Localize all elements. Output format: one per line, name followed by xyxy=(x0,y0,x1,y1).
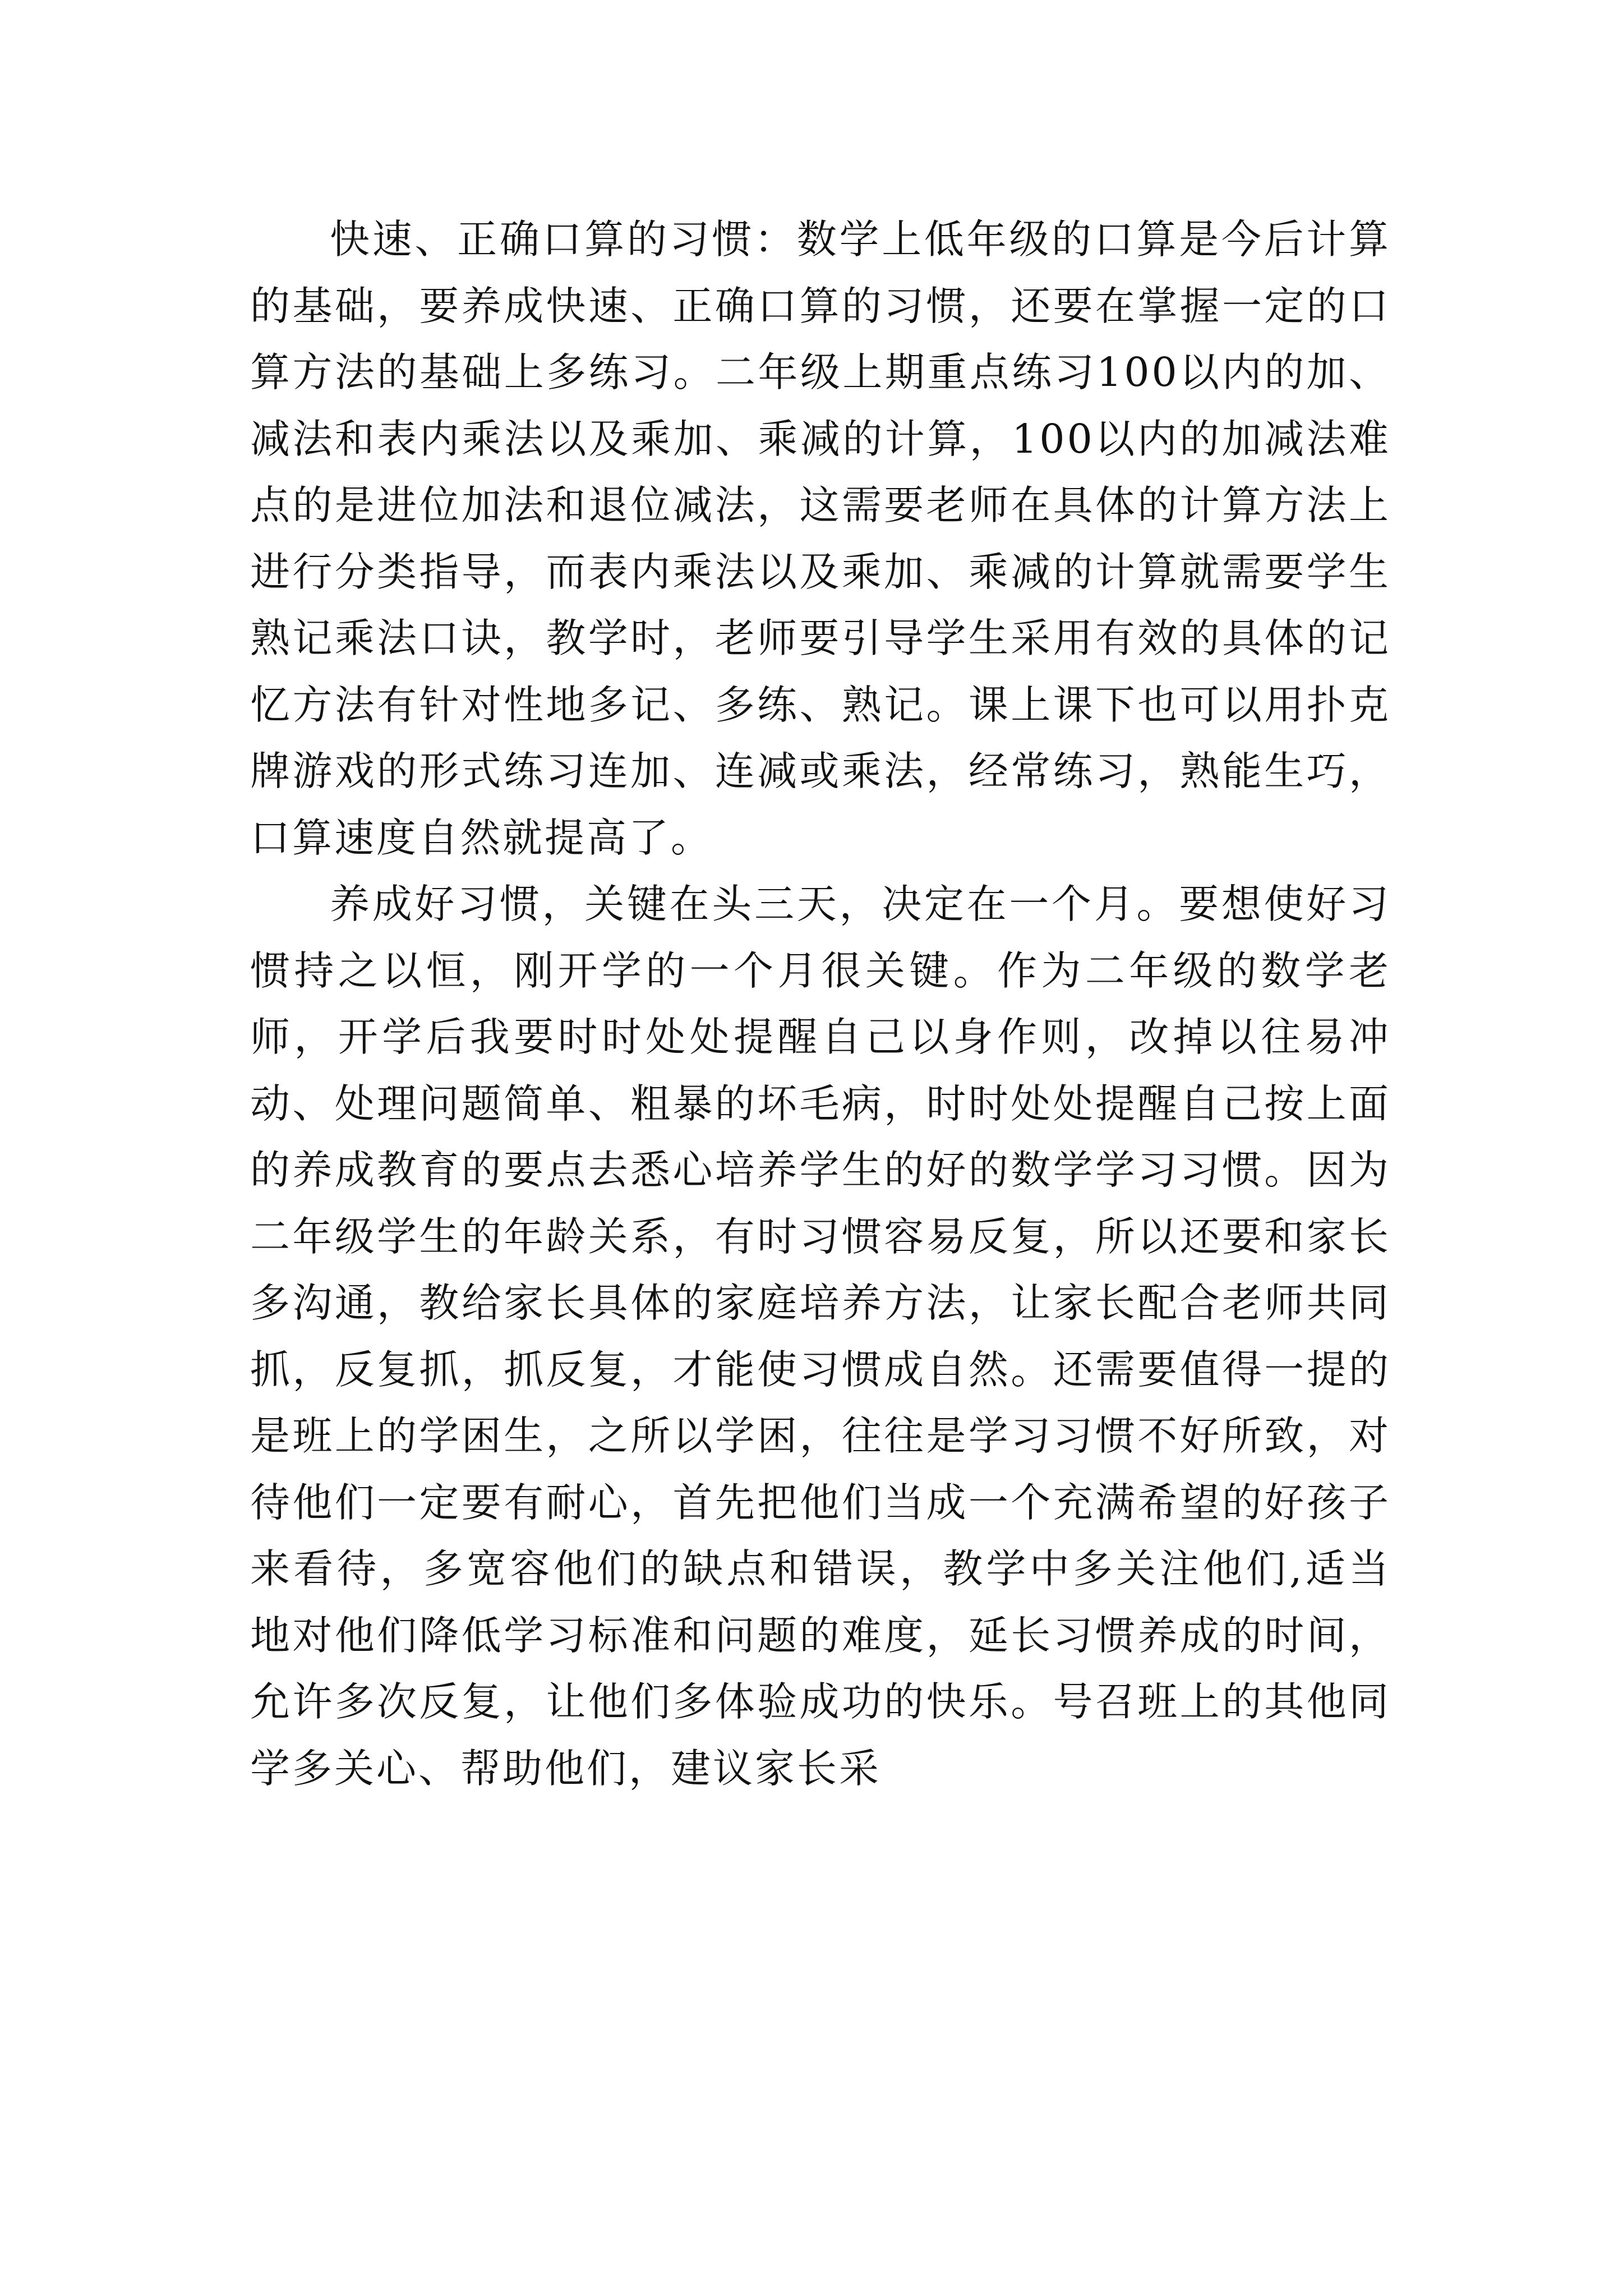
paragraph-oral-calculation-habit: 快速、正确口算的习惯：数学上低年级的口算是今后计算的基础，要养成快速、正确口算的习惯，还要在掌握一定的口算方法的基础上多练习。二年级上期重点练习100以内的加、减法和表内乘法以及乘加、乘减的计算，100以内的加减法难点的是进位加法和退位减法，这需要老师在具体的计算方法上进行分类指导，而表内乘法以及乘加、乘减的计算就需要学生熟记乘法口诀，教学时，老师要引导学生采用有效的具体的记忆方法有针对性地多记、多练、熟记。课上课下也可以用扑克牌游戏的形式练习连加、连减或乘法，经常练习，熟能生巧，口算速度自然就提高了。 xyxy=(250,216,1391,861)
paragraph-forming-good-habits: 养成好习惯，关键在头三天，决定在一个月。要想使好习惯持之以恒，刚开学的一个月很关键。作为二年级的数学老师，开学后我要时时处处提醒自己以身作则，改掉以往易冲动、处理问题简单、粗暴的坏毛病，时时处处提醒自己按上面的养成教育的要点去悉心培养学生的好的数学学习习惯。因为二年级学生的年龄关系，有时习惯容易反复，所以还要和家长多沟通，教给家长具体的家庭培养方法，让家长配合老师共同抓，反复抓，抓反复，才能使习惯成自然。还需要值得一提的是班上的学困生，之所以学困，往往是学习习惯不好所致，对待他们一定要有耐心，首先把他们当成一个充满希望的好孩子来看待，多宽容他们的缺点和错误，教学中多关注他们,适当地对他们降低学习标准和问题的难度，延长习惯养成的时间，允许多次反复，让他们多体验成功的快乐。号召班上的其他同学多关心、帮助他们，建议家长采 xyxy=(250,881,1391,1792)
body-text xyxy=(250,206,1391,1802)
